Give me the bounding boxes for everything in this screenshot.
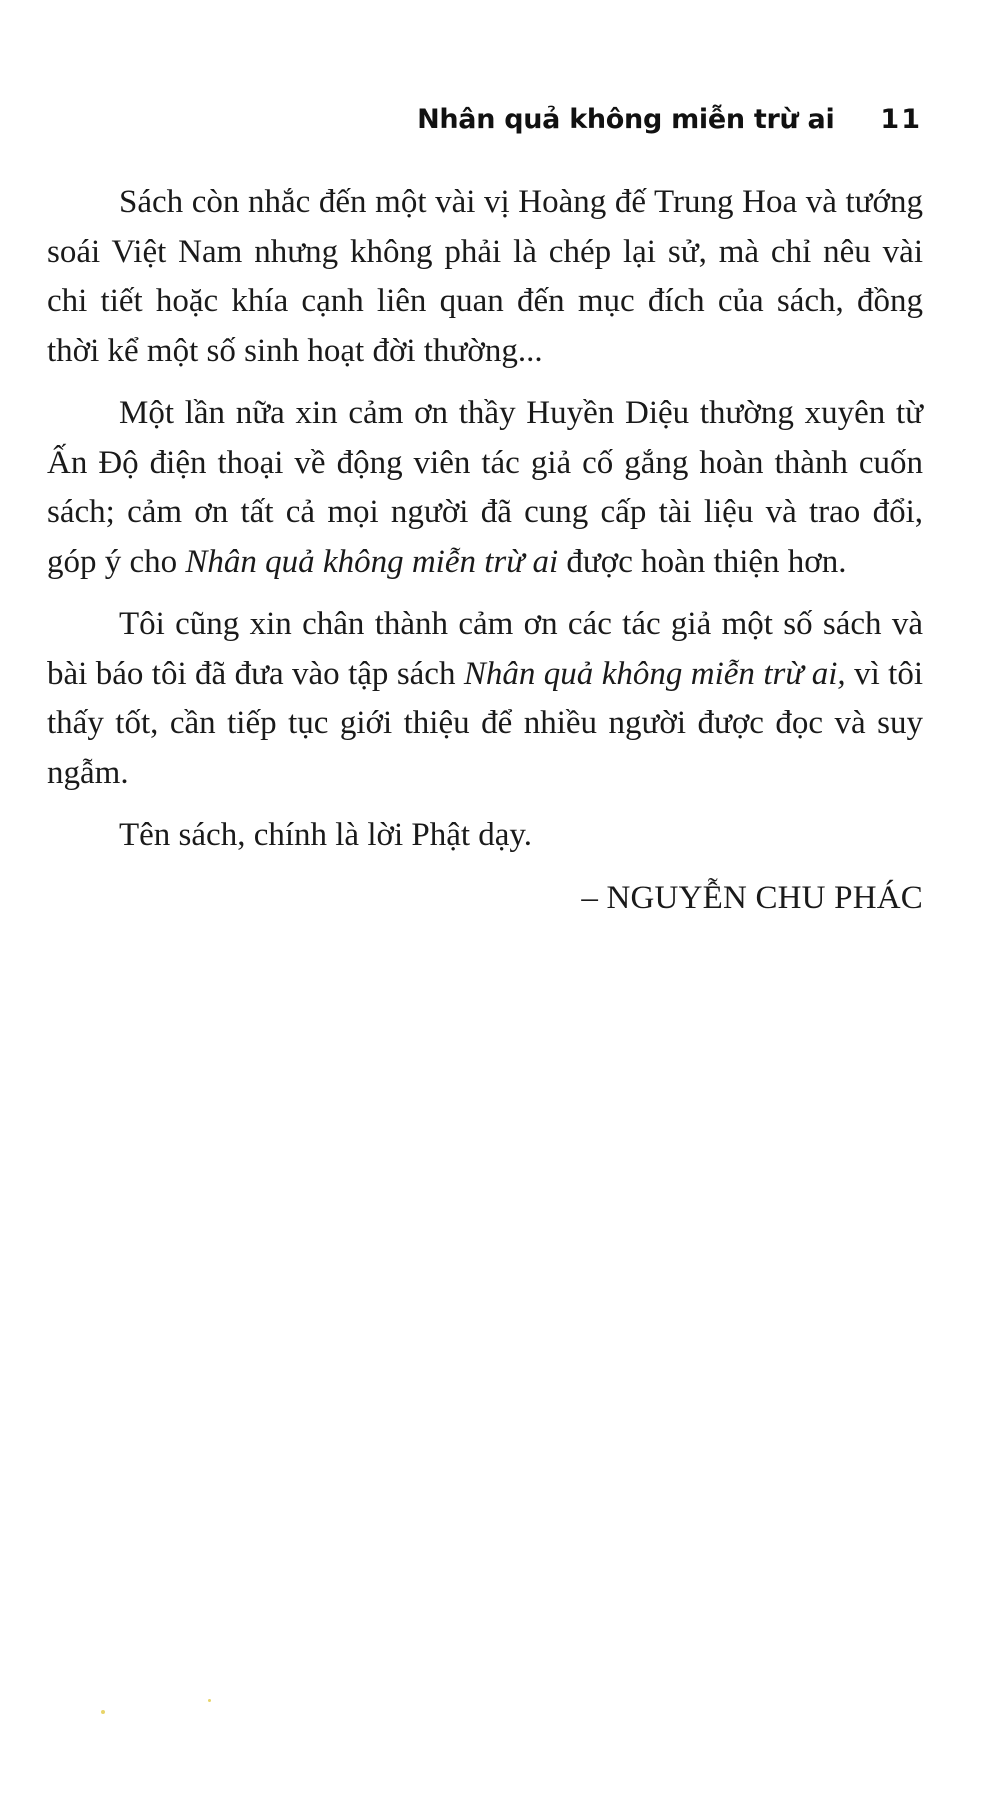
paragraph-3-book-title: Nhân quả không miễn trừ ai, (463, 655, 846, 692)
paragraph-2-text-a: Một lần nữa xin cảm ơn thầy Huyền Diệu thường xuyên từ Ấn Độ điện thoại về động viên tác giả cố gắng hoàn thành cuốn sách; cảm ơn tất cả mọi người đã cung cấp tài liệu và trao đổi, góp ý cho (47, 395, 923, 580)
paragraph-1 (47, 178, 923, 376)
paragraph-1-text: Sách còn nhắc đến một vài vị Hoàng đế Trung Hoa và tướng soái Việt Nam nhưng không phải là chép lại sử, mà chỉ nêu vài chi tiết hoặc khía cạnh liên quan đến mục đích của sách, đồng thời kể một số sinh hoạt đời thường... (47, 184, 923, 369)
paragraph-2-book-title: Nhân quả không miễn trừ ai (185, 543, 559, 580)
scan-speck (208, 1699, 211, 1702)
paragraph-3-text-a: Tôi cũng xin chân thành cảm ơn các tác giả một số sách và bài báo tôi đã đưa vào tập sách (47, 606, 923, 692)
scan-speck (101, 1710, 105, 1714)
paragraph-4 (47, 811, 923, 861)
page-body (47, 178, 923, 936)
paragraph-3 (47, 600, 923, 798)
paragraph-4-text: Tên sách, chính là lời Phật dạy. (119, 817, 533, 853)
page-number: 11 (880, 104, 922, 135)
paragraph-3-text-b: vì tôi thấy tốt, cần tiếp tục giới thiệu để nhiều người được đọc và suy ngẫm. (47, 655, 924, 791)
running-head (0, 104, 922, 135)
paragraph-2-text-b: được hoàn thiện hơn. (558, 543, 847, 580)
paragraph-2 (47, 389, 923, 587)
author-signature: – NGUYỄN CHU PHÁC (581, 879, 923, 916)
book-title-header: Nhân quả không miễn trừ ai (417, 104, 835, 135)
